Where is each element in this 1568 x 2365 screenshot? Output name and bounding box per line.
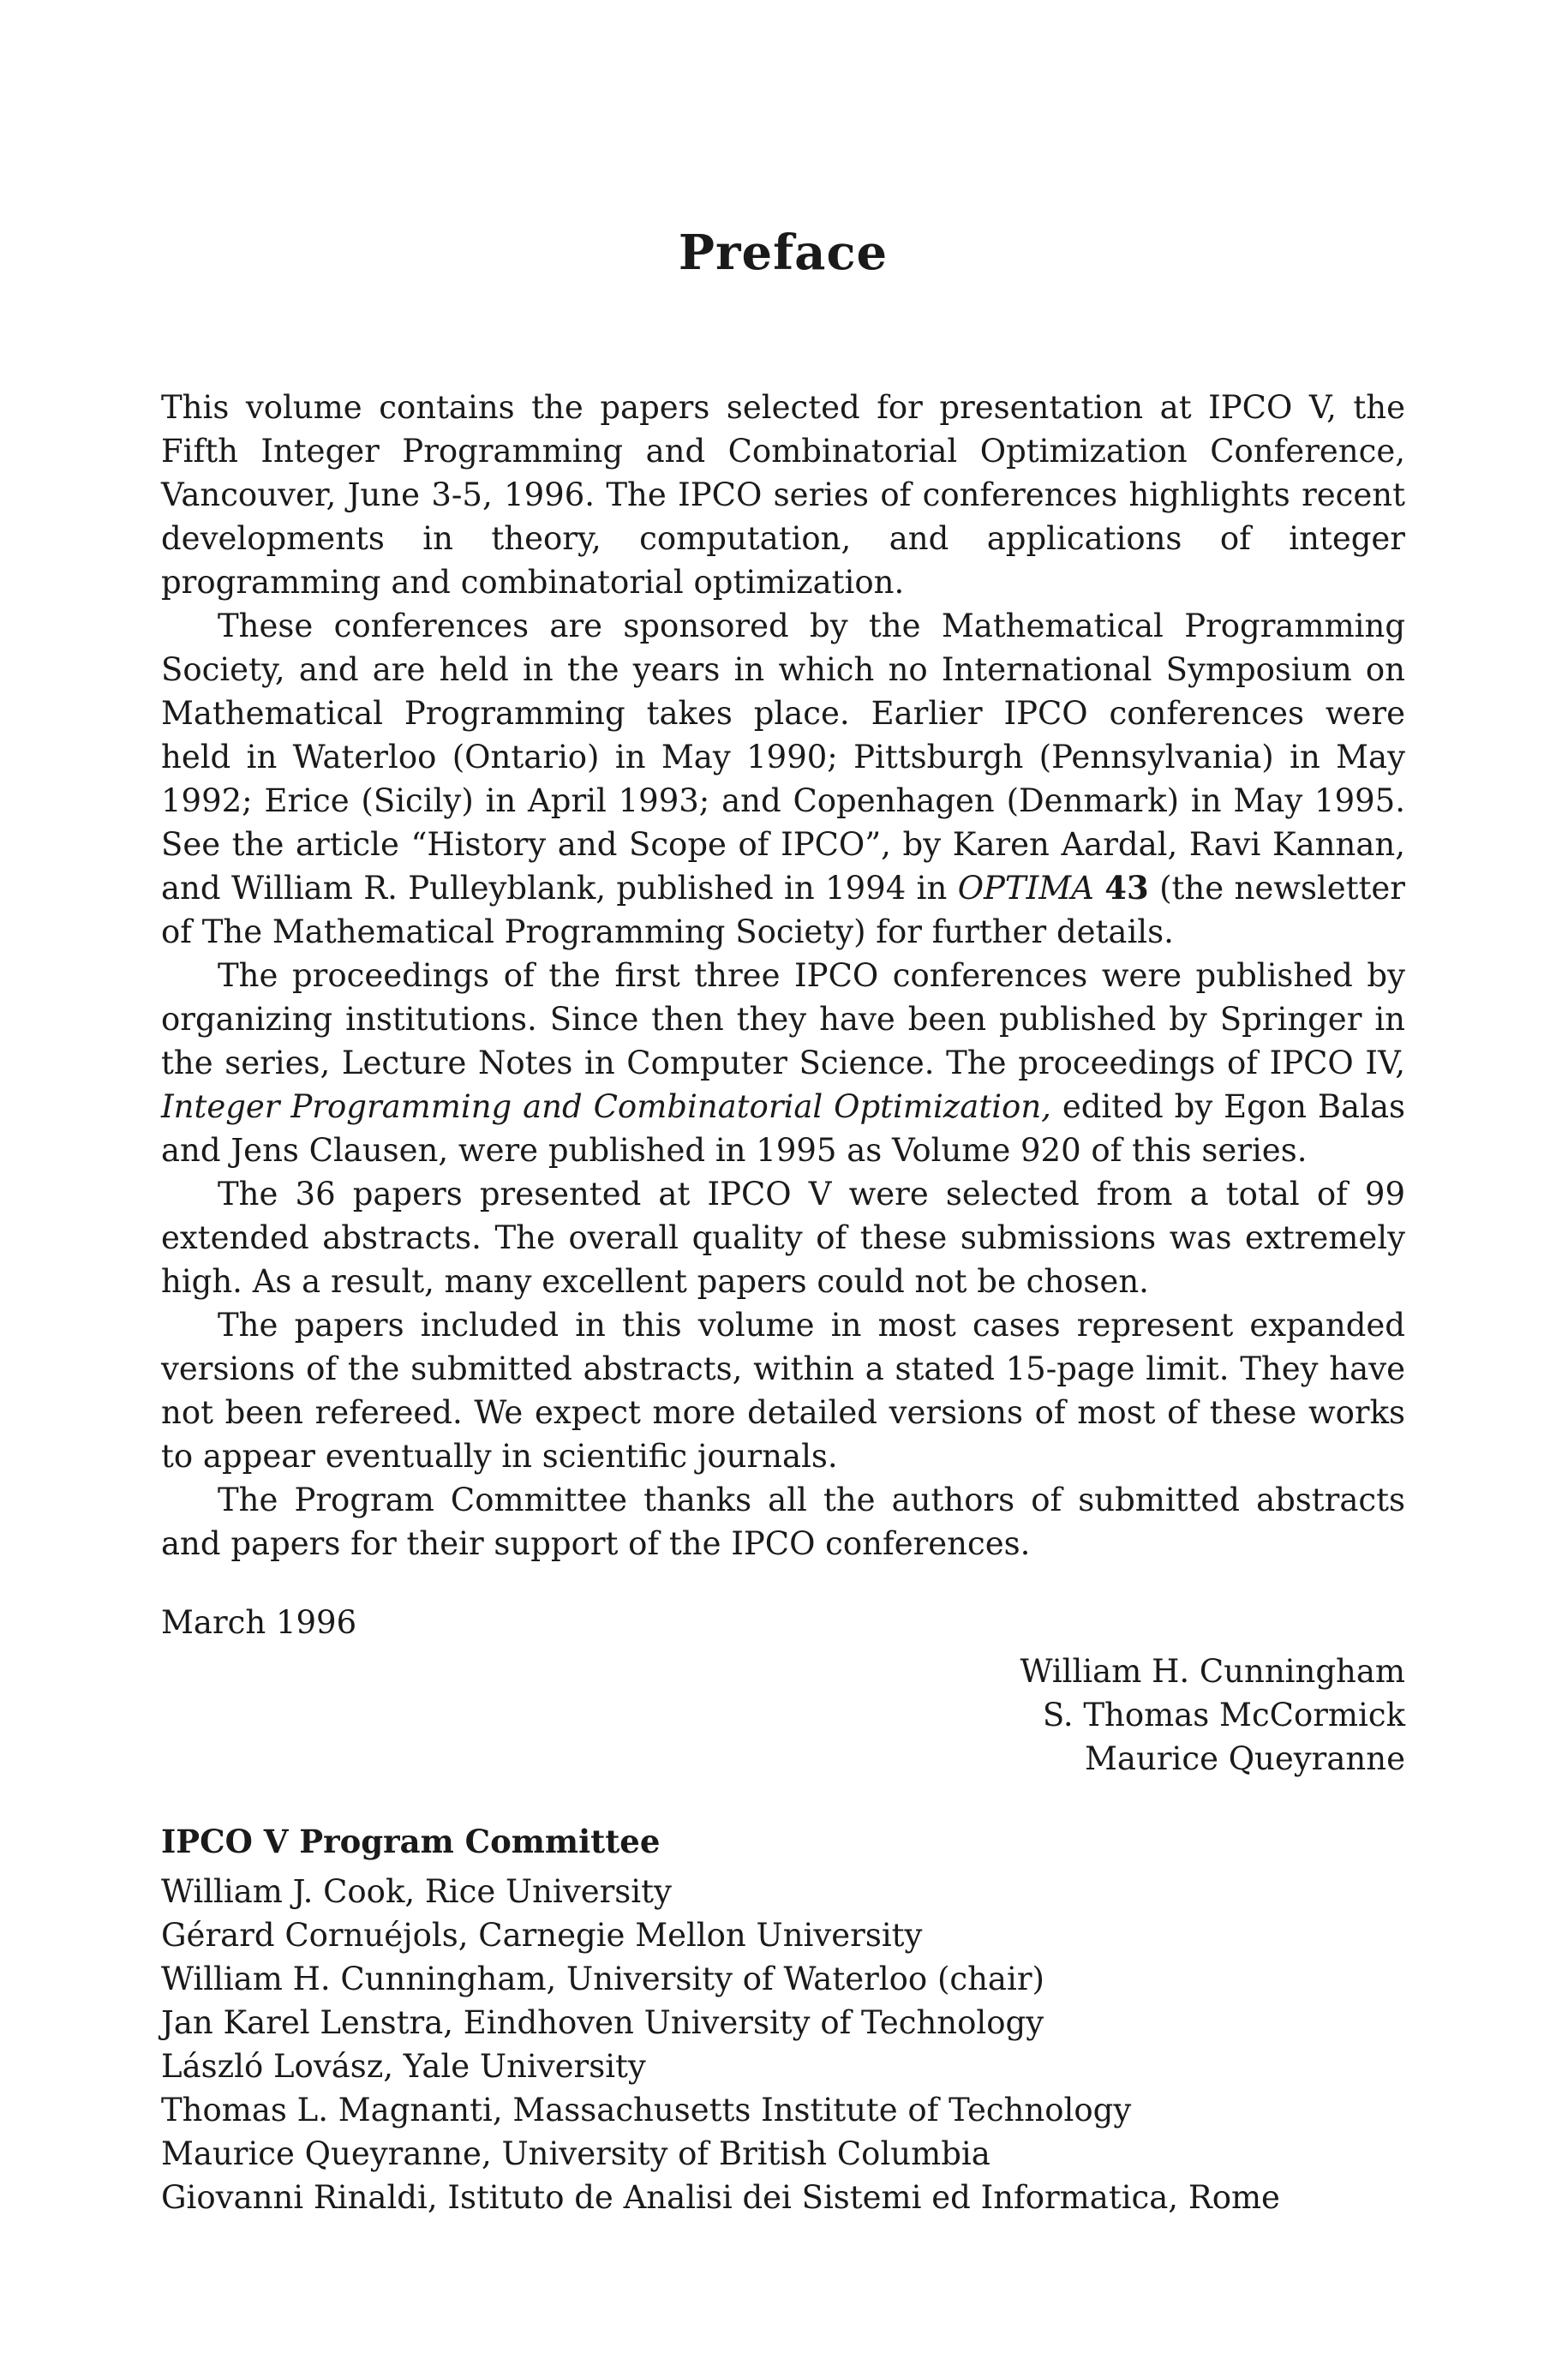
paragraph-2-text-a: These conferences are sponsored by the Mathematical Programming Society, and are held in the years in which no International Symposium on Mathematical Programming takes place. Earlier IPCO conferences were held in Waterloo (Ontario) in May 1990; Pittsburgh (Pennsylvania) in May 1992; Erice (Sicily) in April 1993; and Copenhagen (Denmark) in May 1995. See the article “History and Scope of IPCO”, by Karen Aardal, Ravi Kannan, and William R. Pulleyblank, published in 1994 in <box>161 608 1405 907</box>
page-title: Preface <box>678 225 889 281</box>
paragraph-3 <box>161 954 1405 1172</box>
paragraph-1: This volume contains the papers selected for presentation at IPCO V, the Fifth Integer Programming and Combinatorial Optimization Conference, Vancouver, June 3-5, 1996. The IPCO series of conferences highlights recent developments in theory, computation, and applications of integer programming and combinatorial optimization. <box>161 389 1405 601</box>
optima-issue: 43 <box>1104 869 1149 907</box>
committee-member: William H. Cunningham, University of Waterloo (chair) <box>161 1961 1044 1997</box>
paragraph-2 <box>161 604 1405 954</box>
paragraph-2-text-b: (the newsletter of The Mathematical Programming Society) for further details. <box>161 870 1405 950</box>
optima-title: OPTIMA <box>957 870 1094 907</box>
committee-member: William J. Cook, Rice University <box>161 1873 672 1910</box>
preface-body <box>161 386 1405 1566</box>
committee-member: Giovanni Rinaldi, Istituto de Analisi dei Sistemi ed Informatica, Rome <box>161 2179 1280 2216</box>
signature-block <box>1020 1650 1405 1781</box>
paragraph-6: The Program Committee thanks all the authors of submitted abstracts and papers for their support of the IPCO conferences. <box>161 1482 1405 1562</box>
paragraph-5: The papers included in this volume in most cases represent expanded versions of the submitted abstracts, within a stated 15-page limit. They have not been refereed. We expect more detailed versions of most of these works to appear eventually in scientific journals. <box>161 1307 1405 1475</box>
signature-name: S. Thomas McCormick <box>1042 1697 1405 1733</box>
paragraph-3-text-b: edited by Egon Balas and Jens Clausen, were published in 1995 as Volume 920 of this series. <box>161 1088 1405 1169</box>
paragraph-3-text-a: The proceedings of the first three IPCO conferences were published by organizing institutions. Since then they have been published by Springer in the series, Lecture Notes in Computer Science. The proceedings of IPCO IV, <box>161 957 1405 1081</box>
book-title: Integer Programming and Combinatorial Optimization, <box>161 1088 1051 1125</box>
committee-heading: IPCO V Program Committee <box>161 1823 661 1860</box>
committee-member: László Lovász, Yale University <box>161 2048 646 2085</box>
committee-member: Jan Karel Lenstra, Eindhoven University of Technology <box>161 2004 1044 2041</box>
committee-member: Maurice Queyranne, University of British Columbia <box>161 2135 990 2172</box>
signature-name: William H. Cunningham <box>1020 1653 1405 1690</box>
committee-list <box>161 1870 1280 2219</box>
committee-member: Gérard Cornuéjols, Carnegie Mellon University <box>161 1917 923 1954</box>
document-page <box>161 0 1405 2365</box>
signature-name: Maurice Queyranne <box>1085 1740 1405 1777</box>
date-line: March 1996 <box>161 1604 357 1641</box>
committee-member: Thomas L. Magnanti, Massachusetts Institute of Technology <box>161 2092 1132 2128</box>
paragraph-4: The 36 papers presented at IPCO V were selected from a total of 99 extended abstracts. The overall quality of these submissions was extremely high. As a result, many excellent papers could not be chosen. <box>161 1176 1405 1300</box>
